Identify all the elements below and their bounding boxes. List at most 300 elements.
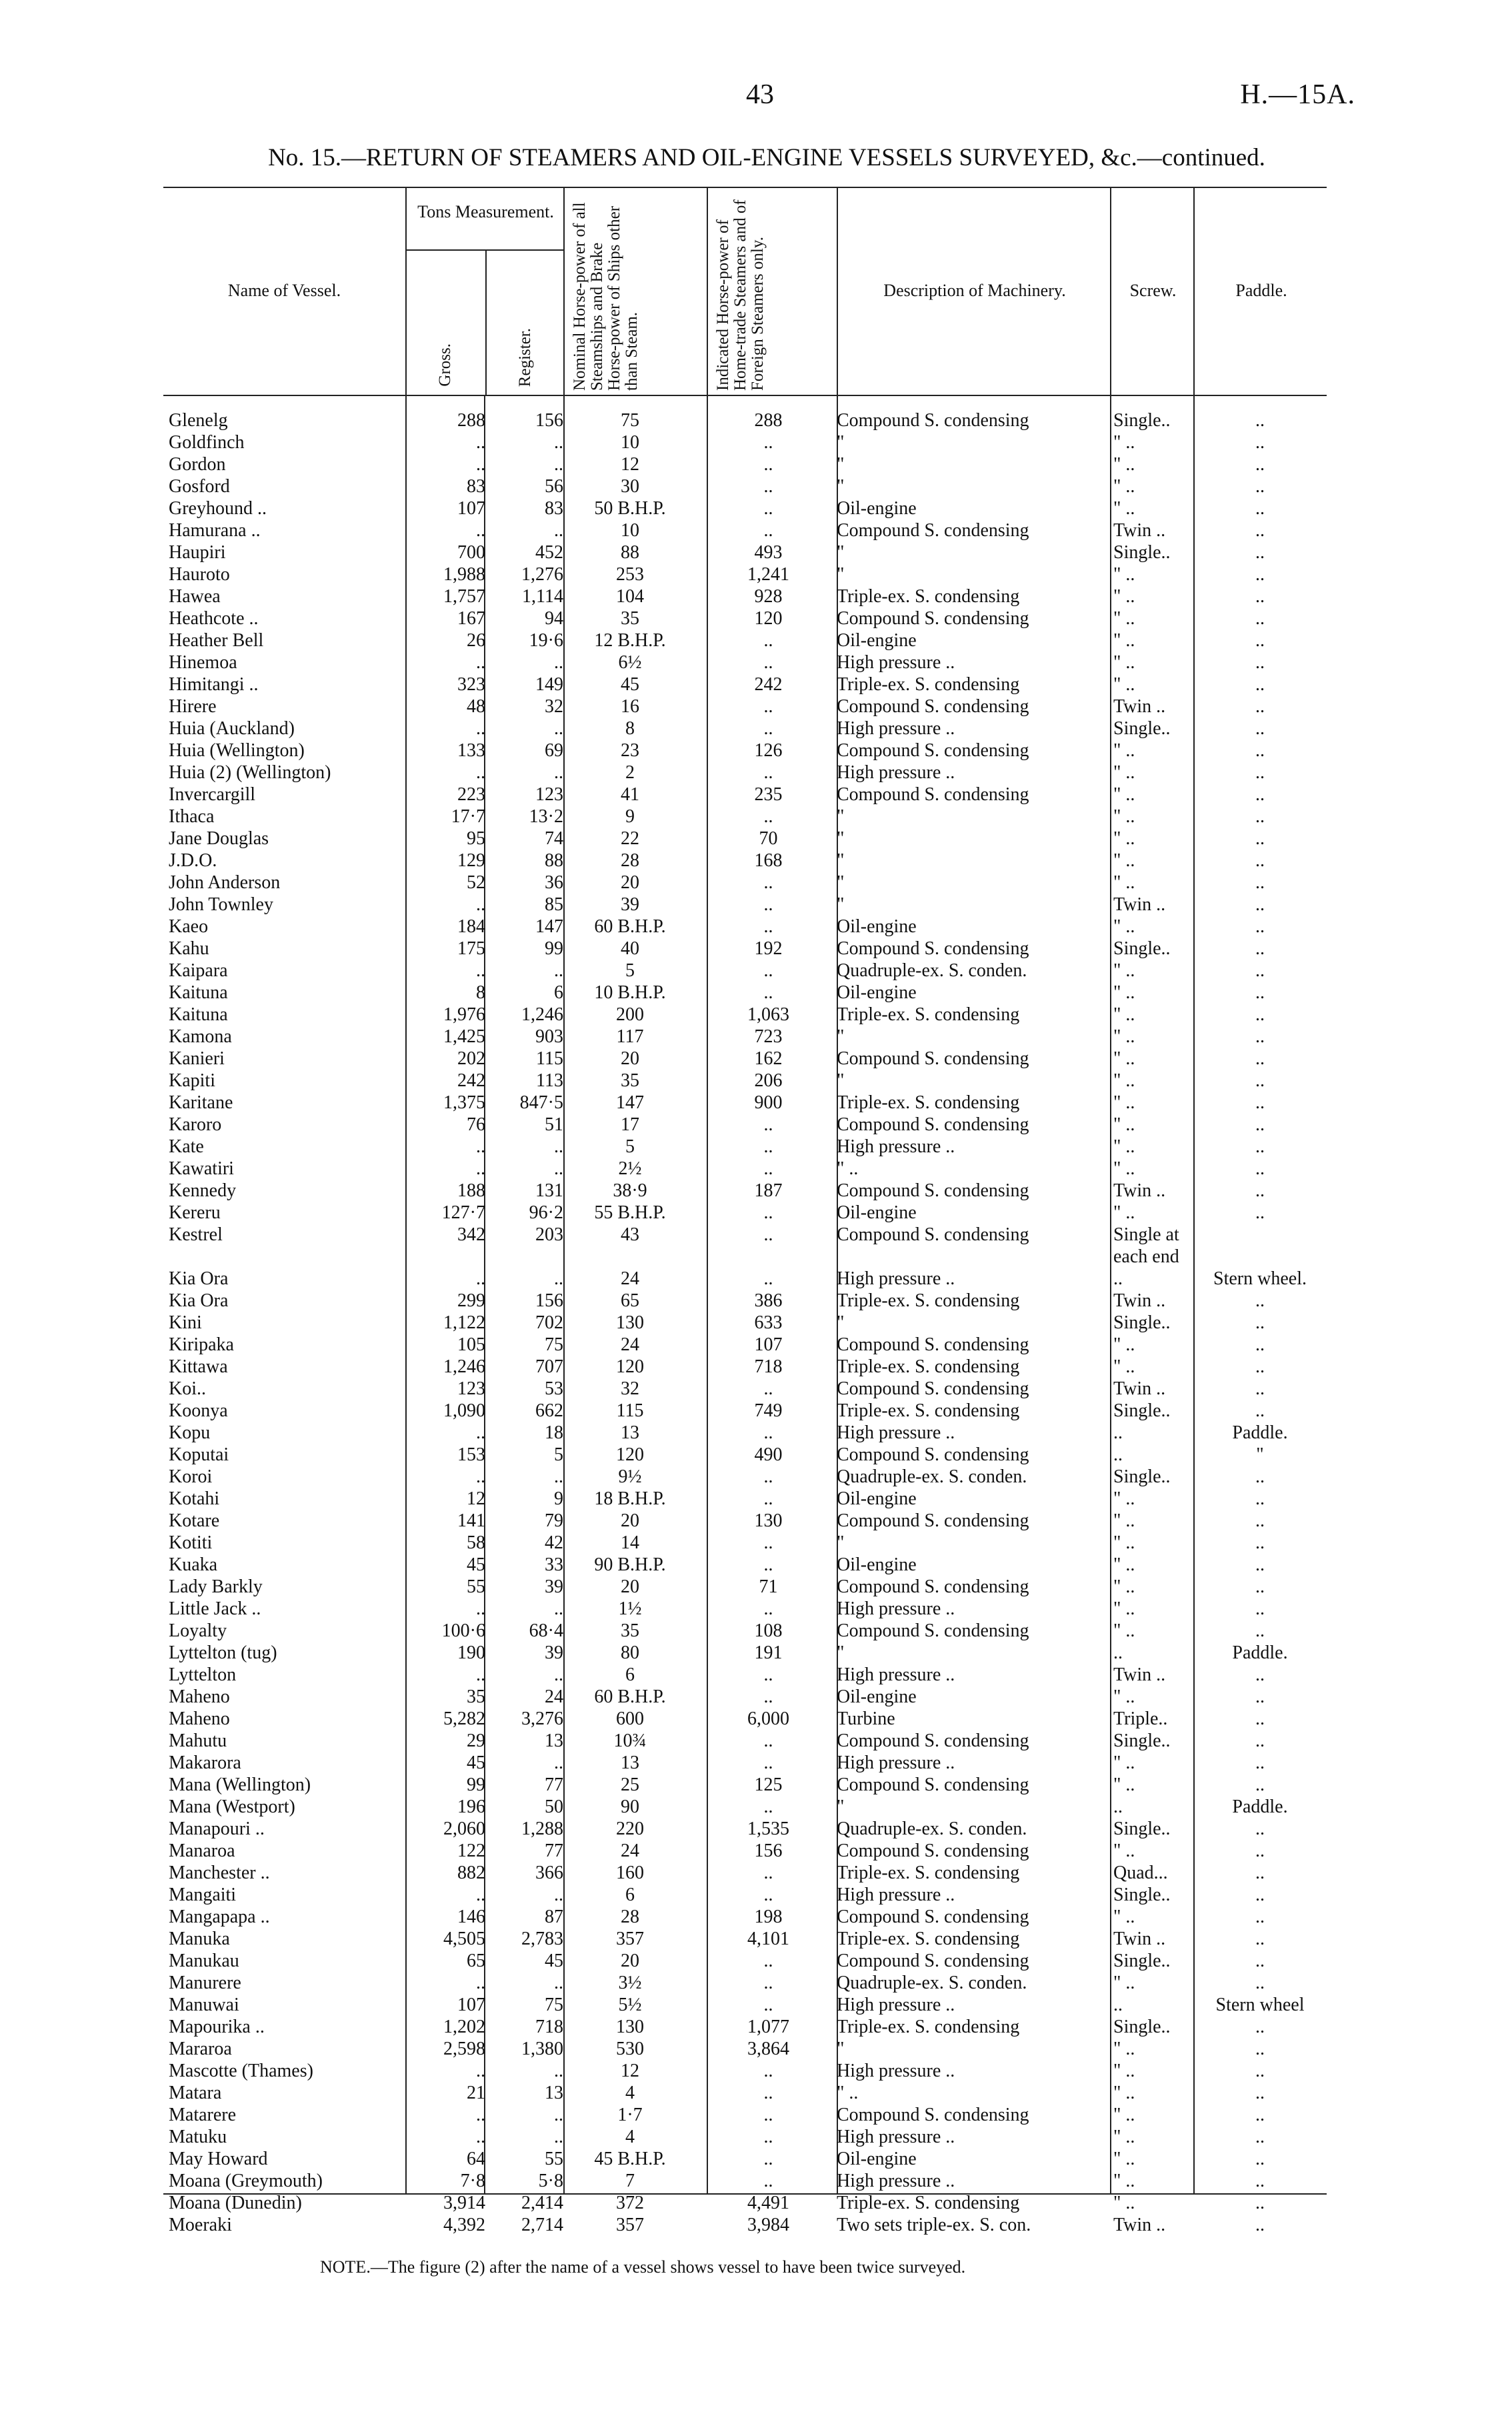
register-tons: 156: [535, 410, 563, 431]
register-tons: 68·4: [529, 1620, 563, 1641]
gross-tons: ..: [476, 2061, 485, 2081]
header-indicated: Indicated Horse-power of Home-trade Steamers and of Foreign Steamers only.: [714, 199, 767, 391]
vessel-name: Karitane: [169, 1092, 233, 1113]
register-tons: 707: [535, 1356, 563, 1377]
table-row: [163, 1136, 1327, 1158]
paddle: ..: [1255, 1180, 1265, 1201]
paddle: ..: [1255, 564, 1265, 585]
screw: Single..: [1113, 2017, 1171, 2037]
nominal-horsepower: 600: [616, 1708, 644, 1729]
register-tons: ..: [554, 762, 563, 783]
machinery-description: Compound S. condensing: [837, 1620, 1029, 1641]
machinery-description: Oil-engine: [837, 1686, 917, 1707]
screw: " ..: [1113, 1004, 1135, 1025]
indicated-horsepower: 198: [754, 1907, 783, 1927]
register-tons: 77: [545, 1841, 563, 1861]
vessel-name: Kamona: [169, 1026, 232, 1047]
gross-tons: 52: [467, 872, 485, 893]
nominal-horsepower: 357: [616, 1929, 644, 1949]
paddle: ..: [1255, 718, 1265, 739]
register-tons: ..: [554, 652, 563, 673]
screw: " ..: [1113, 2149, 1135, 2169]
register-tons: 903: [535, 1026, 563, 1047]
gross-tons: 99: [467, 1774, 485, 1795]
table-row: [163, 1026, 1327, 1048]
gross-tons: 122: [457, 1841, 485, 1861]
register-tons: 2,414: [521, 2193, 563, 2213]
machinery-description: Oil-engine: [837, 498, 917, 519]
vessel-name: Manaroa: [169, 1841, 235, 1861]
paddle: ..: [1255, 1841, 1265, 1861]
vessel-name: Kotare: [169, 1510, 220, 1531]
screw: " ..: [1113, 806, 1135, 827]
nominal-horsepower: 6: [625, 1664, 635, 1685]
machinery-description: ": [837, 850, 845, 871]
indicated-horsepower: 490: [754, 1444, 783, 1465]
table-row: [163, 1290, 1327, 1312]
paddle: ..: [1255, 2083, 1265, 2103]
indicated-horsepower: ..: [763, 696, 773, 717]
machinery-description: ": [837, 432, 845, 453]
register-tons: 18: [545, 1422, 563, 1443]
register-tons: 203: [535, 1224, 563, 1245]
register-tons: ..: [554, 1158, 563, 1179]
vessel-name: Manurere: [169, 1973, 241, 1993]
screw: " ..: [1113, 1070, 1135, 1091]
screw: ..: [1113, 1422, 1123, 1443]
indicated-horsepower: 6,000: [747, 1708, 789, 1729]
vessel-name: Kanieri: [169, 1048, 225, 1069]
vessel-name: Matarere: [169, 2105, 237, 2125]
indicated-horsepower: 108: [754, 1620, 783, 1641]
screw: " ..: [1113, 1598, 1135, 1619]
nominal-horsepower: 8: [625, 718, 635, 739]
register-tons: 94: [545, 608, 563, 629]
indicated-horsepower: ..: [763, 1730, 773, 1751]
screw: ..: [1113, 1796, 1123, 1817]
register-tons: 75: [545, 1334, 563, 1355]
screw: " ..: [1113, 2061, 1135, 2081]
nominal-horsepower: 80: [621, 1642, 639, 1663]
indicated-horsepower: ..: [763, 982, 773, 1003]
register-tons: 39: [545, 1642, 563, 1663]
gross-tons: 299: [457, 1290, 485, 1311]
register-tons: 24: [545, 1686, 563, 1707]
machinery-description: Compound S. condensing: [837, 1444, 1029, 1465]
indicated-horsepower: ..: [763, 1863, 773, 1883]
machinery-description: Compound S. condensing: [837, 696, 1029, 717]
table-row: [163, 1730, 1327, 1752]
machinery-description: Compound S. condensing: [837, 1841, 1029, 1861]
screw: Single..: [1113, 938, 1171, 959]
vessel-name: Gosford: [169, 476, 230, 497]
header-tons: Tons Measurement.: [417, 202, 554, 221]
machinery-description: Compound S. condensing: [837, 740, 1029, 761]
vessel-name: Huia (Auckland): [169, 718, 295, 739]
screw: " ..: [1113, 762, 1135, 783]
table-row: [163, 2082, 1327, 2104]
register-tons: ..: [554, 1136, 563, 1157]
nominal-horsepower: 1½: [618, 1598, 642, 1619]
register-tons: 1,380: [521, 2039, 563, 2059]
indicated-horsepower: ..: [763, 652, 773, 673]
machinery-description: " ..: [837, 2083, 859, 2103]
machinery-description: High pressure ..: [837, 1268, 955, 1289]
nominal-horsepower: 40: [621, 938, 639, 959]
paddle: ..: [1255, 652, 1265, 673]
paddle: ..: [1255, 1708, 1265, 1729]
register-tons: ..: [554, 1268, 563, 1289]
vessel-name: Moana (Dunedin): [169, 2193, 302, 2213]
indicated-horsepower: ..: [763, 1378, 773, 1399]
gross-tons: 100·6: [441, 1620, 485, 1641]
vessel-name: Huia (Wellington): [169, 740, 305, 761]
screw: " ..: [1113, 1686, 1135, 1707]
paddle: ..: [1255, 1312, 1265, 1333]
paddle: ..: [1255, 696, 1265, 717]
table-row: [163, 2060, 1327, 2082]
paddle: ..: [1255, 674, 1265, 695]
machinery-description: Triple-ex. S. condensing: [837, 1929, 1020, 1949]
indicated-horsepower: ..: [763, 2171, 773, 2191]
vessel-name: J.D.O.: [169, 850, 217, 871]
screw: " ..: [1113, 1092, 1135, 1113]
gross-tons: 190: [457, 1642, 485, 1663]
nominal-horsepower: 120: [616, 1356, 644, 1377]
register-tons: 2,714: [521, 2215, 563, 2235]
table-row: [163, 497, 1327, 519]
nominal-horsepower: 4: [625, 2127, 635, 2147]
gross-tons: 342: [457, 1224, 485, 1245]
register-tons: 2,783: [521, 1929, 563, 1949]
nominal-horsepower: 372: [616, 2193, 644, 2213]
gross-tons: 1,425: [443, 1026, 485, 1047]
gross-tons: 1,988: [443, 564, 485, 585]
table-row: [163, 982, 1327, 1004]
machinery-description: Oil-engine: [837, 982, 917, 1003]
screw: ..: [1113, 1268, 1123, 1289]
machinery-description: Compound S. condensing: [837, 1907, 1029, 1927]
screw: " ..: [1113, 432, 1135, 453]
screw: " ..: [1113, 960, 1135, 981]
table-row: [163, 1862, 1327, 1884]
paddle: ..: [1255, 1598, 1265, 1619]
register-tons: 69: [545, 740, 563, 761]
table-row: [163, 563, 1327, 585]
paddle: ..: [1255, 2127, 1265, 2147]
table-row: [163, 1114, 1327, 1136]
indicated-horsepower: 125: [754, 1774, 783, 1795]
machinery-description: Quadruple-ex. S. conden.: [837, 1973, 1027, 1993]
gross-tons: 1,976: [443, 1004, 485, 1025]
gross-tons: ..: [476, 2105, 485, 2125]
machinery-description: Triple-ex. S. condensing: [837, 586, 1020, 607]
nominal-horsepower: 6: [625, 1885, 635, 1905]
vessel-name: Manuka: [169, 1929, 230, 1949]
table-row: [163, 2104, 1327, 2126]
vessel-name: Manapouri ..: [169, 1818, 265, 1839]
machinery-description: Compound S. condensing: [837, 1334, 1029, 1355]
machinery-description: ": [837, 806, 845, 827]
screw: " ..: [1113, 1202, 1135, 1223]
screw: " ..: [1113, 2039, 1135, 2059]
header-screw-cell: [1110, 188, 1195, 395]
machinery-description: Compound S. condensing: [837, 1224, 1029, 1245]
vessel-name: Lyttelton (tug): [169, 1642, 277, 1663]
indicated-horsepower: ..: [763, 762, 773, 783]
gross-tons: 48: [467, 696, 485, 717]
paddle: ..: [1255, 740, 1265, 761]
paddle: ..: [1255, 2105, 1265, 2125]
vessel-name: Koputai: [169, 1444, 229, 1465]
screw: Twin ..: [1113, 1929, 1166, 1949]
register-tons: ..: [554, 432, 563, 453]
gross-tons: ..: [476, 1136, 485, 1157]
machinery-description: Compound S. condensing: [837, 520, 1029, 541]
register-tons: ..: [554, 718, 563, 739]
nominal-horsepower: 41: [621, 784, 639, 805]
vessel-name: May Howard: [169, 2149, 268, 2169]
vessel-name: Karoro: [169, 1114, 222, 1135]
table-row: [163, 1092, 1327, 1114]
machinery-description: Oil-engine: [837, 2149, 917, 2169]
screw: " ..: [1113, 586, 1135, 607]
screw: Quad...: [1113, 1863, 1168, 1883]
machinery-description: Triple-ex. S. condensing: [837, 1004, 1020, 1025]
indicated-horsepower: ..: [763, 894, 773, 915]
machinery-description: High pressure ..: [837, 2061, 955, 2081]
indicated-horsepower: ..: [763, 1488, 773, 1509]
gross-tons: ..: [476, 652, 485, 673]
table-row: [163, 916, 1327, 938]
indicated-horsepower: 235: [754, 784, 783, 805]
vessel-name: Kiripaka: [169, 1334, 234, 1355]
register-tons: 42: [545, 1532, 563, 1553]
paddle: ..: [1255, 2017, 1265, 2037]
paddle: ..: [1255, 1004, 1265, 1025]
nominal-horsepower: 120: [616, 1444, 644, 1465]
machinery-description: Compound S. condensing: [837, 1510, 1029, 1531]
screw: " ..: [1113, 2193, 1135, 2213]
screw: Single..: [1113, 718, 1171, 739]
indicated-horsepower: 191: [754, 1642, 783, 1663]
vessel-name: Kestrel: [169, 1224, 223, 1245]
nominal-horsepower: 10: [621, 432, 639, 453]
machinery-description: Oil-engine: [837, 916, 917, 937]
paddle: ..: [1255, 1554, 1265, 1575]
machinery-description: Compound S. condensing: [837, 1180, 1029, 1201]
nominal-horsepower: 38·9: [613, 1180, 647, 1201]
paddle: ..: [1255, 586, 1265, 607]
gross-tons: 127·7: [441, 1202, 485, 1223]
nominal-horsepower: 115: [616, 1400, 644, 1421]
paddle: ..: [1255, 2039, 1265, 2059]
machinery-description: Compound S. condensing: [837, 784, 1029, 805]
machinery-description: Triple-ex. S. condensing: [837, 1400, 1020, 1421]
vessel-name: Little Jack ..: [169, 1598, 261, 1619]
paddle: ..: [1255, 1664, 1265, 1685]
indicated-horsepower: ..: [763, 2127, 773, 2147]
indicated-horsepower: 242: [754, 674, 783, 695]
register-tons: ..: [554, 1598, 563, 1619]
header-tons-cell: [405, 188, 565, 395]
register-tons: 113: [536, 1070, 563, 1091]
machinery-description: High pressure ..: [837, 718, 955, 739]
header-name-cell: [163, 188, 405, 395]
indicated-horsepower: 928: [754, 586, 783, 607]
screw: Twin ..: [1113, 520, 1166, 541]
screw: " ..: [1113, 916, 1135, 937]
paddle: ..: [1255, 1070, 1265, 1091]
nominal-horsepower: 5: [625, 1136, 635, 1157]
screw: Twin ..: [1113, 1378, 1166, 1399]
gross-tons: 58: [467, 1532, 485, 1553]
indicated-horsepower: ..: [763, 432, 773, 453]
nominal-horsepower: 24: [621, 1268, 639, 1289]
register-tons: 13: [545, 2083, 563, 2103]
indicated-horsepower: ..: [763, 1532, 773, 1553]
nominal-horsepower: 16: [621, 696, 639, 717]
indicated-horsepower: ..: [763, 1686, 773, 1707]
paddle: ..: [1255, 1818, 1265, 1839]
paddle: ..: [1255, 1576, 1265, 1597]
gross-tons: ..: [476, 2127, 485, 2147]
vessel-name: Lady Barkly: [169, 1576, 263, 1597]
machinery-description: Compound S. condensing: [837, 1576, 1029, 1597]
paddle: ..: [1255, 1290, 1265, 1311]
paddle: ..: [1255, 1114, 1265, 1135]
indicated-horsepower: ..: [763, 1136, 773, 1157]
gross-tons: 700: [457, 542, 485, 563]
vessel-name: Matuku: [169, 2127, 227, 2147]
screw: " ..: [1113, 1158, 1135, 1179]
screw: " ..: [1113, 740, 1135, 761]
vessel-name: Mana (Westport): [169, 1796, 295, 1817]
indicated-horsepower: 1,535: [747, 1818, 789, 1839]
table-body: [163, 396, 1327, 2235]
table-row: [163, 1158, 1327, 1180]
gross-tons: ..: [476, 520, 485, 541]
vessel-name: Maheno: [169, 1686, 230, 1707]
vessel-name: Heathcote ..: [169, 608, 259, 629]
register-tons: 1,276: [521, 564, 563, 585]
gross-tons: 65: [467, 1951, 485, 1971]
vessel-name: Himitangi ..: [169, 674, 259, 695]
table-row: [163, 1686, 1327, 1708]
nominal-horsepower: 60 B.H.P.: [594, 1686, 666, 1707]
screw: Single..: [1113, 542, 1171, 563]
table-row: [163, 1224, 1327, 1246]
screw: Twin ..: [1113, 894, 1166, 915]
vessel-name: Kopu: [169, 1422, 211, 1443]
paddle: ..: [1255, 2171, 1265, 2191]
nominal-horsepower: 17: [621, 1114, 639, 1135]
gross-tons: 105: [457, 1334, 485, 1355]
nominal-horsepower: 20: [621, 1048, 639, 1069]
paddle: ..: [1255, 1951, 1265, 1971]
vessel-name: Mascotte (Thames): [169, 2061, 313, 2081]
screw: Single..: [1113, 1400, 1171, 1421]
register-tons: 718: [535, 2017, 563, 2037]
vessel-name: Matara: [169, 2083, 222, 2103]
nominal-horsepower: 28: [621, 1907, 639, 1927]
table-row: [163, 1708, 1327, 1730]
machinery-description: High pressure ..: [837, 1136, 955, 1157]
paddle: ..: [1255, 542, 1265, 563]
register-tons: 75: [545, 1995, 563, 2015]
indicated-horsepower: 386: [754, 1290, 783, 1311]
machinery-description: Triple-ex. S. condensing: [837, 1092, 1020, 1113]
nominal-horsepower: 117: [616, 1026, 644, 1047]
vessel-name: Kaeo: [169, 916, 209, 937]
register-tons: ..: [554, 1973, 563, 1993]
gross-tons: 153: [457, 1444, 485, 1465]
table-row: [163, 1268, 1327, 1290]
screw: " ..: [1113, 454, 1135, 475]
indicated-horsepower: ..: [763, 806, 773, 827]
paddle: ..: [1255, 1620, 1265, 1641]
register-tons: 85: [545, 894, 563, 915]
gross-tons: 146: [457, 1907, 485, 1927]
nominal-horsepower: 43: [621, 1224, 639, 1245]
vessel-name: Makarora: [169, 1752, 241, 1773]
nominal-horsepower: 90 B.H.P.: [594, 1554, 666, 1575]
gross-tons: 141: [457, 1510, 485, 1531]
vessel-name: Moana (Greymouth): [169, 2171, 323, 2191]
paddle: ..: [1255, 1466, 1265, 1487]
paddle: ..: [1255, 850, 1265, 871]
footnote: NOTE.—The figure (2) after the name of a vessel shows vessel to have been twice surveyed.: [320, 2257, 966, 2277]
gross-tons: 882: [457, 1863, 485, 1883]
machinery-description: ": [837, 1532, 845, 1553]
gross-tons: 4,392: [443, 2215, 485, 2235]
table-row: [163, 652, 1327, 674]
register-tons: 51: [545, 1114, 563, 1135]
indicated-horsepower: ..: [763, 960, 773, 981]
header-indicated-cell: [707, 188, 838, 395]
vessel-name: Kaituna: [169, 982, 228, 1003]
nominal-horsepower: 35: [621, 608, 639, 629]
table-row: [163, 1312, 1327, 1334]
vessel-name: Mapourika ..: [169, 2017, 265, 2037]
screw: " ..: [1113, 1907, 1135, 1927]
screw: " ..: [1113, 1554, 1135, 1575]
gross-tons: 26: [467, 630, 485, 651]
indicated-horsepower: ..: [763, 1973, 773, 1993]
table-row: [163, 1378, 1327, 1400]
table-row: [163, 1466, 1327, 1488]
screw: " ..: [1113, 2083, 1135, 2103]
gross-tons: ..: [476, 762, 485, 783]
register-tons: 3,276: [521, 1708, 563, 1729]
indicated-horsepower: 126: [754, 740, 783, 761]
screw: " ..: [1113, 1114, 1135, 1135]
gross-tons: 3,914: [443, 2193, 485, 2213]
header-register: Register.: [516, 327, 534, 387]
gross-tons: 12: [467, 1488, 485, 1509]
vessel-name: Kia Ora: [169, 1290, 229, 1311]
vessel-name: Kennedy: [169, 1180, 237, 1201]
screw: Triple..: [1113, 1708, 1168, 1729]
table-row: [163, 1928, 1327, 1950]
register-tons: ..: [554, 1664, 563, 1685]
indicated-horsepower: ..: [763, 1752, 773, 1773]
paddle: ..: [1255, 762, 1265, 783]
machinery-description: Oil-engine: [837, 630, 917, 651]
indicated-horsepower: ..: [763, 2083, 773, 2103]
paddle: ..: [1255, 1026, 1265, 1047]
nominal-horsepower: 12: [621, 454, 639, 475]
